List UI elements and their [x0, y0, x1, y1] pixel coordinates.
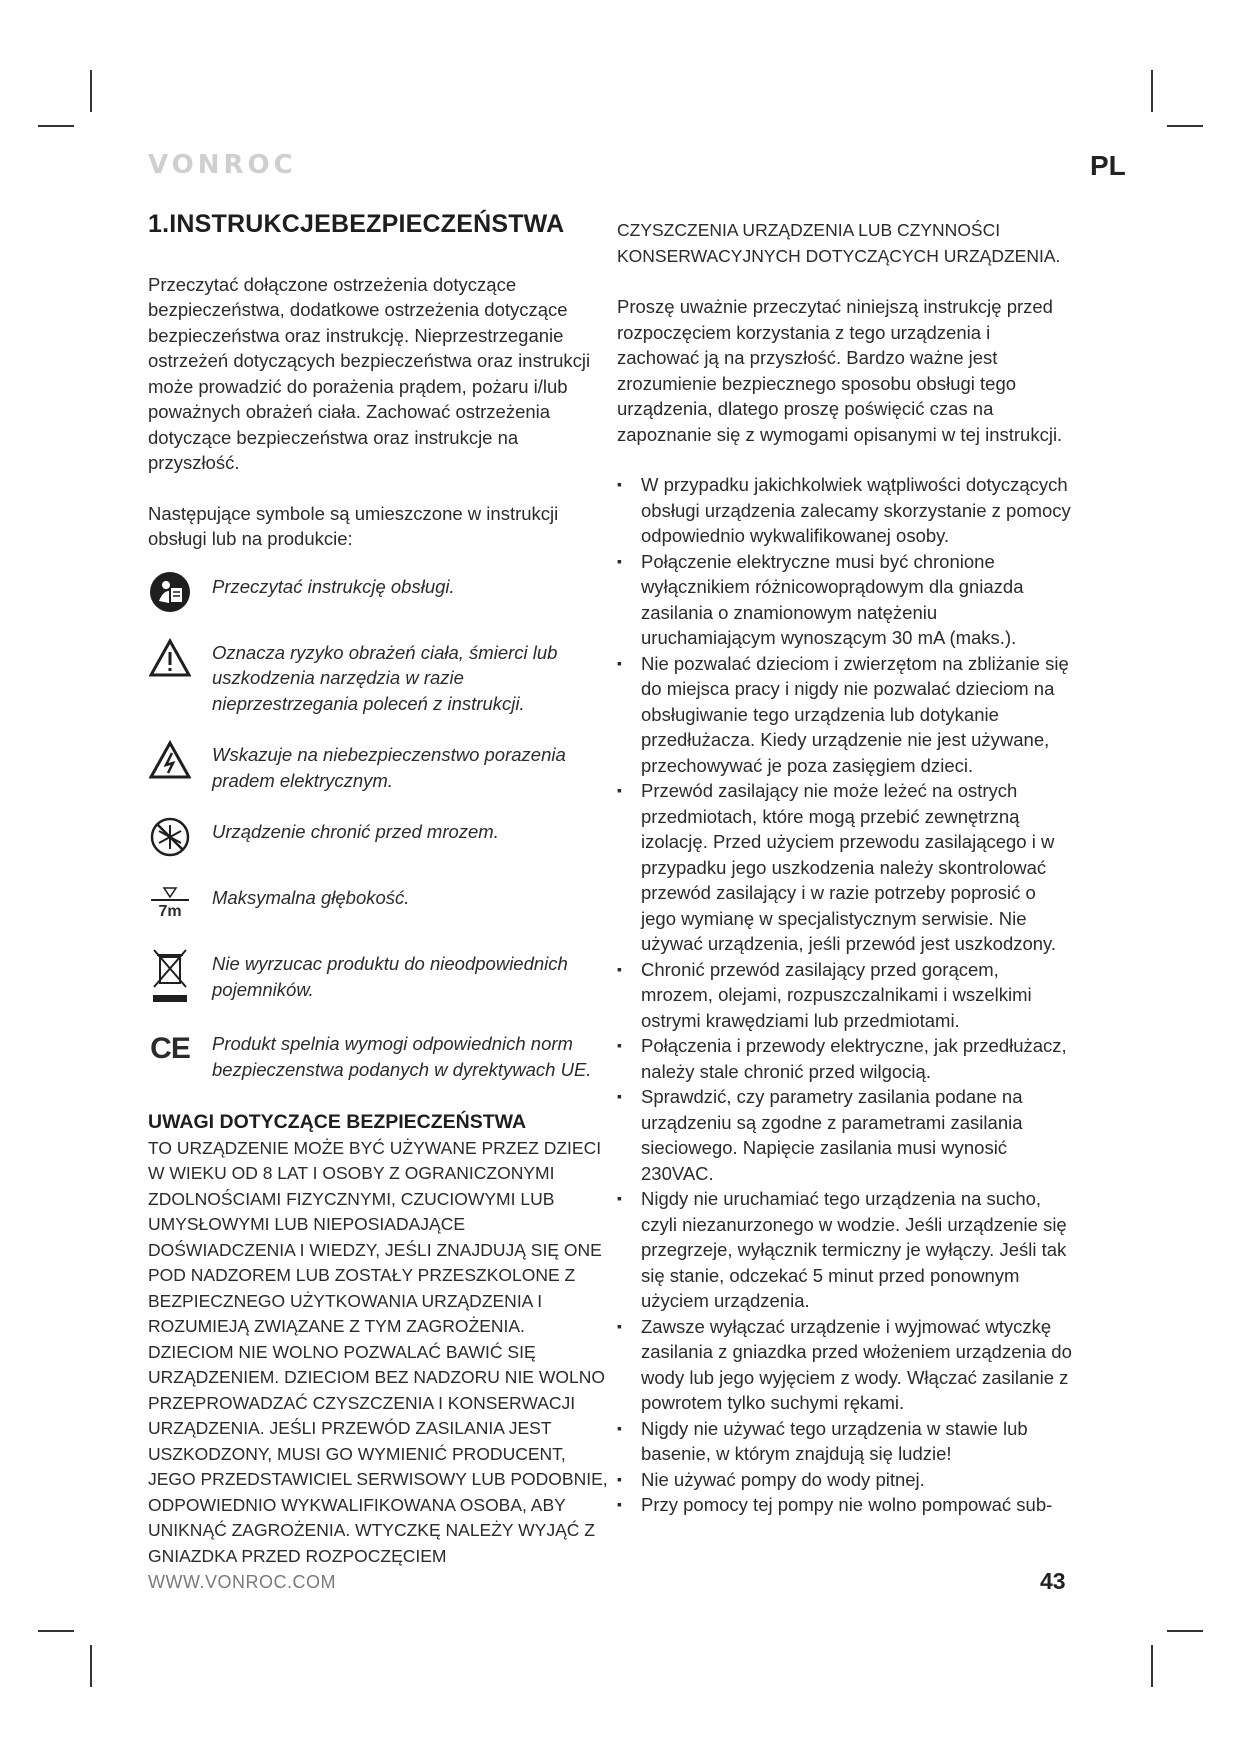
symbol-description: Urządzenie chronić przed mrozem. — [212, 821, 499, 842]
section-title: 1.INSTRUKCJEBEZPIECZEŃSTWA — [148, 210, 565, 238]
list-item: ▪ Nie używać pompy do wody pitnej. — [617, 1467, 1072, 1493]
intro-paragraph: Przeczytać dołączone ostrzeżenia dotyczące bezpieczeństwa, dodatkowe ostrzeżenia dotyczące bezpieczeństwa oraz instrukcję. Nieprzestrzeganie ostrzeżeń dotyczących bezpieczeństwa oraz instrukcji może prowadzić do porażenia prądem, pożaru i/lub poważnych obrażeń ciała. Zachować ostrzeżenia dotyczące bezpieczeństwa oraz instrukcje na przyszłość. — [148, 273, 591, 473]
symbol-description: Oznacza ryzyko obrażeń ciała, śmierci lub uszkodzenia narzędzia w razie nieprzestrzegania poleceń z instrukcji. — [212, 641, 558, 714]
read-manual-icon — [148, 570, 192, 614]
crop-mark — [1167, 125, 1203, 127]
intro-paragraph-right: Proszę uważnie przeczytać niniejszą instrukcję przed rozpoczęciem korzystania z tego urządzenia i zachować ją na przyszłość. Bardzo ważne jest zrozumienie bezpiecznego sposobu obsługi tego urządzenia, dlatego proszę poświęcić czas na zapoznanie się z wymogami opisanymi w tej instrukcji. — [617, 296, 1063, 445]
list-item: ▪ Przewód zasilający nie może leżeć na ostrych przedmiotach, które mogą przebić zewnętrzną izolację. Przed użyciem przewodu zasilającego i w przypadku jego uszkodzenia należy skontrolować przewód zasilający i w razie potrzeby poprosić o jego wymianę w specjalistycznym serwisie. Nie używać urządzenia, jeśli przewód jest uszkodzony. — [617, 778, 1072, 957]
symbol-description: Nie wyrzucac produktu do nieodpowiednich pojemników. — [212, 953, 568, 1000]
list-item: ▪ Chronić przewód zasilający przed gorącem, mrozem, olejami, rozpuszczalnikami i wszelkimi ostrymi krawędziami lub przedmiotami. — [617, 957, 1072, 1034]
crop-mark — [90, 1645, 92, 1687]
max-depth-icon — [148, 881, 192, 925]
symbol-row-ce — [148, 1027, 608, 1082]
symbol-description: Przeczytać instrukcję obsługi. — [212, 575, 455, 597]
crop-mark — [38, 125, 74, 127]
list-item: ▪ Sprawdzić, czy parametry zasilania podane na urządzeniu są zgodne z parametrami zasilania sieciowego. Napięcie zasilania musi wynosić 230VAC. — [617, 1084, 1072, 1186]
symbol-row-depth — [148, 881, 608, 925]
safety-notes-text: TO URZĄDZENIE MOŻE BYĆ UŻYWANE PRZEZ DZIECI W WIEKU OD 8 LAT I OSOBY Z OGRANICZONYMI ZDOLNOŚCIAMI FIZYCZNYMI, CZUCIOWYMI LUB UMYSŁOWYMI LUB NIEPOSIADAJĄCE DOŚWIADCZENIA I WIEDZY, JEŚLI ZNAJDUJĄ SIĘ ONE POD NADZOREM LUB ZOSTAŁY PRZESZKOLONE Z BEZPIECZNEGO UŻYTKOWANIA URZĄDZENIA I ROZUMIEJĄ ZWIĄZANE Z TYM ZAGROŻENIA. DZIECIOM NIE WOLNO POZWALAĆ BAWIĆ SIĘ URZĄDZENIEM. DZIECIOM BEZ NADZORU NIE WOLNO PRZEPROWADZAĆ CZYSZCZENIA I KONSERWACJI URZĄDZENIA. JEŚLI PRZEWÓD ZASILANIA JEST USZKODZONY, MUSI GO WYMIENIĆ PRODUCENT, JEGO PRZEDSTAWICIEL SERWISOWY LUB PODOBNIE, ODPOWIEDNIO WYKWALIFIKOWANA OSOBA, ABY UNIKNĄĆ ZAGROŻENIA. WTYCZKĘ NALEŻY WYJĄĆ Z GNIAZDKA PRZED ROZPOCZĘCIEM — [148, 1137, 608, 1566]
max-depth-label: 7m — [158, 903, 182, 920]
crop-mark — [38, 1630, 74, 1632]
caps-continuation: CZYSZCZENIA URZĄDZENIA LUB CZYNNOŚCI KONSERWACYJNYCH DOTYCZĄCYCH URZĄDZENIA. — [617, 220, 1061, 266]
list-item: ▪ Połączenie elektryczne musi być chronione wyłącznikiem różnicowoprądowym dla gniazda zasilania o znamionowym natężeniu uruchamiającym wynoszącym 30 mA (maks.). — [617, 549, 1072, 651]
frost-protection-icon — [148, 815, 192, 859]
ce-mark-label: CE — [150, 1032, 190, 1066]
electric-shock-icon — [148, 738, 192, 782]
ce-mark-icon — [148, 1027, 192, 1071]
symbol-row-bin — [148, 947, 608, 1005]
page-number: 43 — [1040, 1568, 1066, 1594]
crop-mark — [1151, 70, 1153, 112]
crop-mark — [90, 70, 92, 112]
warning-triangle-icon — [148, 636, 192, 680]
symbol-row-read-manual — [148, 570, 608, 614]
list-item: ▪ Nigdy nie używać tego urządzenia w stawie lub basenie, w którym znajdują się ludzie! — [617, 1416, 1072, 1467]
list-item: ▪ W przypadku jakichkolwiek wątpliwości dotyczących obsługi urządzenia zalecamy skorzystanie z pomocy odpowiednio wykwalifikowanej osoby. — [617, 472, 1072, 549]
crossed-bin-icon — [148, 947, 192, 1005]
symbol-description: Wskazuje na niebezpieczenstwo porazenia pradem elektrycznym. — [212, 744, 566, 791]
left-column — [148, 212, 608, 1569]
symbol-description: Produkt spelnia wymogi odpowiednich norm bezpieczenstwa podanych w dyrektywach UE. — [212, 1033, 592, 1080]
crop-mark — [1151, 1645, 1153, 1687]
list-item: ▪ Przy pomocy tej pompy nie wolno pompować sub- — [617, 1492, 1072, 1518]
language-code: PL — [1090, 150, 1126, 181]
footer-url: WWW.VONROC.COM — [148, 1572, 336, 1592]
list-item: ▪ Połączenia i przewody elektryczne, jak przedłużacz, należy stale chronić przed wilgocią. — [617, 1033, 1072, 1084]
safety-notes-heading: UWAGI DOTYCZĄCE BEZPIECZEŃSTWA — [148, 1111, 527, 1133]
safety-bullet-list — [617, 472, 1072, 1518]
crop-mark — [1167, 1630, 1203, 1632]
list-item: ▪ Nie pozwalać dzieciom i zwierzętom na zbliżanie się do miejsca pracy i nigdy nie pozwalać dzieciom na obsługiwanie tego urządzenia lub dotykanie przedłużacza. Kiedy urządzenie nie jest używane, przechowywać je poza zasięgiem dzieci. — [617, 651, 1072, 779]
brand-logo: VONROC — [148, 150, 297, 180]
symbol-row-warning — [148, 636, 608, 717]
symbol-row-frost — [148, 815, 608, 859]
symbol-description: Maksymalna głębokość. — [212, 887, 410, 908]
list-item: ▪ Nigdy nie uruchamiać tego urządzenia na sucho, czyli niezanurzonego w wodzie. Jeśli urządzenie się przegrzeje, wyłącznik termiczny je wyłączy. Jeśli tak się stanie, odczekać 5 minut przed ponownym użyciem urządzenia. — [617, 1186, 1072, 1314]
list-item: ▪ Zawsze wyłączać urządzenie i wyjmować wtyczkę zasilania z gniazdka przed włożeniem urządzenia do wody lub jego wyjęciem z wody. Włączać zasilanie z powrotem tylko suchymi rękami. — [617, 1314, 1072, 1416]
symbols-intro: Następujące symbole są umieszczone w instrukcji obsługi lub na produkcie: — [148, 502, 559, 549]
right-column — [617, 218, 1072, 1518]
symbol-row-electric — [148, 738, 608, 793]
